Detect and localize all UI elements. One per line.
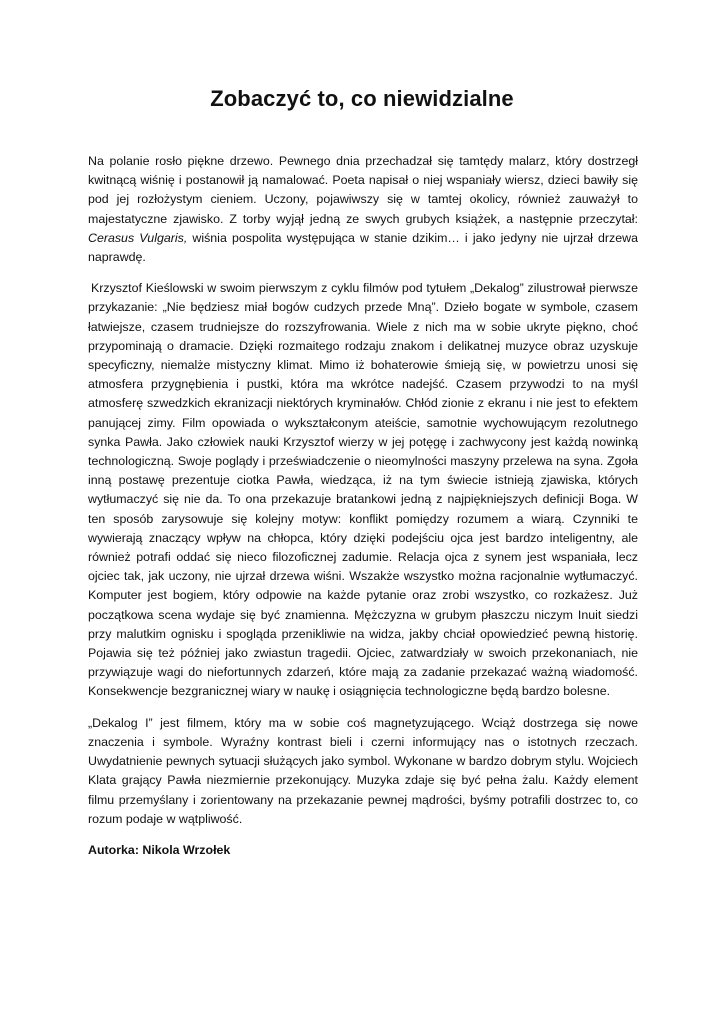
page-title: Zobaczyć to, co niewidzialne bbox=[210, 86, 514, 111]
paragraph-intro-text-a: Na polanie rosło piękne drzewo. Pewnego dnia przechadzał się tamtędy malarz, który dostrzegł kwitnącą wiśnię i postanowił ją namalować. Poeta napisał o niej wspaniały wiersz, dzieci bawiły się pod jej rozłożystym cieniem. Uczony, pojawiwszy się w tamtej okolicy, również zauważył to majestatyczne zjawisko. Z torby wyjął jedną ze swych grubych książek, a następnie przeczytał: bbox=[88, 154, 638, 226]
paragraph-intro-text-b: wiśnia pospolita występująca w stanie dzikim… i jako jedyny nie ujrzał drzewa naprawdę. bbox=[88, 230, 638, 265]
paragraph-review: Krzysztof Kieślowski w swoim pierwszym z cyklu filmów pod tytułem „Dekalog” zilustrował pierwsze przykazanie: „Nie będziesz miał bogów cudzych przede Mną”. Dzieło bogate w symbole, czasem łatwiejsze, czasem trudniejsze do rozszyfrowania. Wiele z nich ma w sobie ukryte piękno, choć przypominają o dramacie. Dzięki rozmaitego rodzaju znakom i delikatnej muzyce obraz uzyskuje specyficzny, niemalże mistyczny klimat. Mimo iż bohaterowie śmieją się, w powietrzu unosi się atmosfera przygnębienia i pustki, która ma wkrótce nadejść. Czasem przywodzi to na myśl atmosferę szwedzkich ekranizacji niektórych kryminałów. Chłód zionie z ekranu i nie jest to efektem panującej zimy. Film opowiada o wykształconym ateiście, samotnie wychowującym rezolutnego synka Pawła. Jako człowiek nauki Krzysztof wierzy w jej potęgę i zachwycony jest każdą nowinką technologiczną. Swoje poglądy i przeświadczenie o nieomylności maszyny przelewa na syna. Zgoła inną postawę prezentuje ciotka Pawła, wiedząca, iż na tym świecie istnieją zjawiska, których wytłumaczyć się nie da. To ona przekazuje bratankowi jedną z najpiękniejszych definicji Boga. W ten sposób zarysowuje się kolejny motyw: konflikt pomiędzy rozumem a wiarą. Czynniki te wywierają znaczący wpływ na chłopca, który dzięki podejściu ojca jest bardzo inteligentny, ale również potrafi oddać się nieco filozoficznej zadumie. Relacja ojca z synem jest wspaniała, lecz ojciec tak, jak uczony, nie ujrzał drzewa wiśni. Wszakże wszystko można racjonalnie wytłumaczyć. Komputer jest bogiem, który odpowie na każde pytanie oraz zrobi wszystko, co rozkażesz. Już początkowa scena wydaje się być znamienna. Mężczyzna w grubym płaszczu niczym Inuit siedzi przy malutkim ognisku i spogląda przenikliwie na widza, jakby chciał opowiedzieć pewną historię. Pojawia się też później jako zwiastun tragedii. Ojciec, zatwardziały w swoich przekonaniach, nie przywiązuje wagi do niefortunnych zdarzeń, które mają za zadanie przekazać ważną wiadomość. Konsekwencje bezgranicznej wiary w naukę i osiągnięcia technologiczne będą bardzo bolesne. bbox=[88, 281, 638, 699]
article-body bbox=[88, 152, 638, 872]
latin-name: Cerasus Vulgaris, bbox=[88, 230, 188, 245]
author-credit: Autorka: Nikola Wrzołek bbox=[88, 842, 231, 857]
paragraph-intro bbox=[88, 152, 638, 267]
paragraph-conclusion: „Dekalog I” jest filmem, który ma w sobie coś magnetyzującego. Wciąż dostrzega się nowe znaczenia i symbole. Wyraźny kontrast bieli i czerni informujący nas o istotnych rzeczach. Uwydatnienie pewnych sytuacji służących jako symbol. Wykonane w bardzo dobrym stylu. Wojciech Klata grający Pawła niezmiernie przekonujący. Muzyka zdaje się być pełna żalu. Każdy element filmu przemyślany i zorientowany na przekazanie pewnej mądrości, byśmy potrafili dostrzec to, co rozum podaje w wątpliwość. bbox=[88, 715, 638, 826]
